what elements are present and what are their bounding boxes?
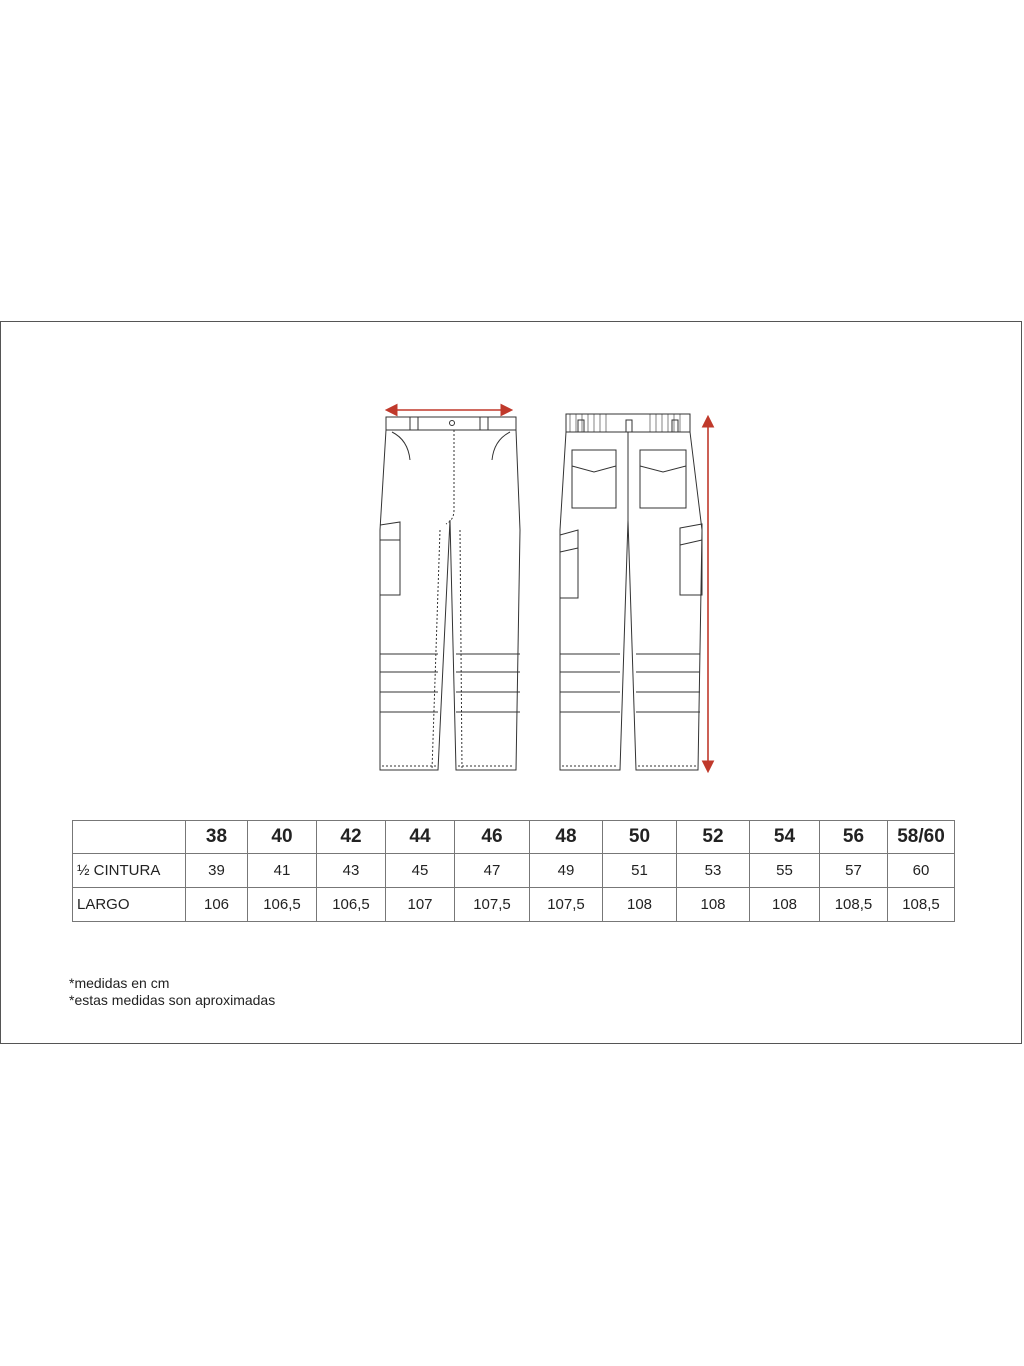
table-cell: 108 — [750, 888, 820, 922]
size-header-cell: 40 — [248, 821, 317, 854]
table-cell: 107,5 — [455, 888, 530, 922]
size-header-cell: 56 — [820, 821, 888, 854]
table-cell: 57 — [820, 854, 888, 888]
table-cell: 39 — [186, 854, 248, 888]
row-label: LARGO — [73, 888, 186, 922]
size-table — [72, 820, 955, 922]
size-header-cell: 38 — [186, 821, 248, 854]
table-cell: 51 — [603, 854, 677, 888]
header-corner-cell — [73, 821, 186, 854]
table-cell: 55 — [750, 854, 820, 888]
table-cell: 53 — [677, 854, 750, 888]
size-header-cell: 54 — [750, 821, 820, 854]
table-cell: 106 — [186, 888, 248, 922]
table-cell: 107,5 — [530, 888, 603, 922]
table-cell: 108 — [603, 888, 677, 922]
length-row — [73, 888, 955, 922]
table-cell: 108,5 — [820, 888, 888, 922]
table-cell: 49 — [530, 854, 603, 888]
size-header-cell: 48 — [530, 821, 603, 854]
table-cell: 41 — [248, 854, 317, 888]
waist-row — [73, 854, 955, 888]
footnote-approximate: *estas medidas son aproximadas — [69, 992, 276, 1008]
table-cell: 108 — [677, 888, 750, 922]
table-cell: 47 — [455, 854, 530, 888]
table-cell: 106,5 — [317, 888, 386, 922]
front-view — [380, 410, 520, 770]
size-header-cell: 46 — [455, 821, 530, 854]
row-label: ½ CINTURA — [73, 854, 186, 888]
table-cell: 60 — [888, 854, 955, 888]
footnote-units: *medidas en cm — [69, 975, 170, 991]
size-header-cell: 50 — [603, 821, 677, 854]
footnotes — [69, 975, 275, 1009]
size-header-cell: 58/60 — [888, 821, 955, 854]
size-header-cell: 44 — [386, 821, 455, 854]
table-cell: 45 — [386, 854, 455, 888]
table-cell: 108,5 — [888, 888, 955, 922]
table-cell: 43 — [317, 854, 386, 888]
table-cell: 106,5 — [248, 888, 317, 922]
table-cell: 107 — [386, 888, 455, 922]
trousers-technical-drawing — [370, 400, 720, 780]
size-header-row — [73, 821, 955, 854]
back-view — [560, 414, 708, 770]
size-header-cell: 52 — [677, 821, 750, 854]
size-header-cell: 42 — [317, 821, 386, 854]
